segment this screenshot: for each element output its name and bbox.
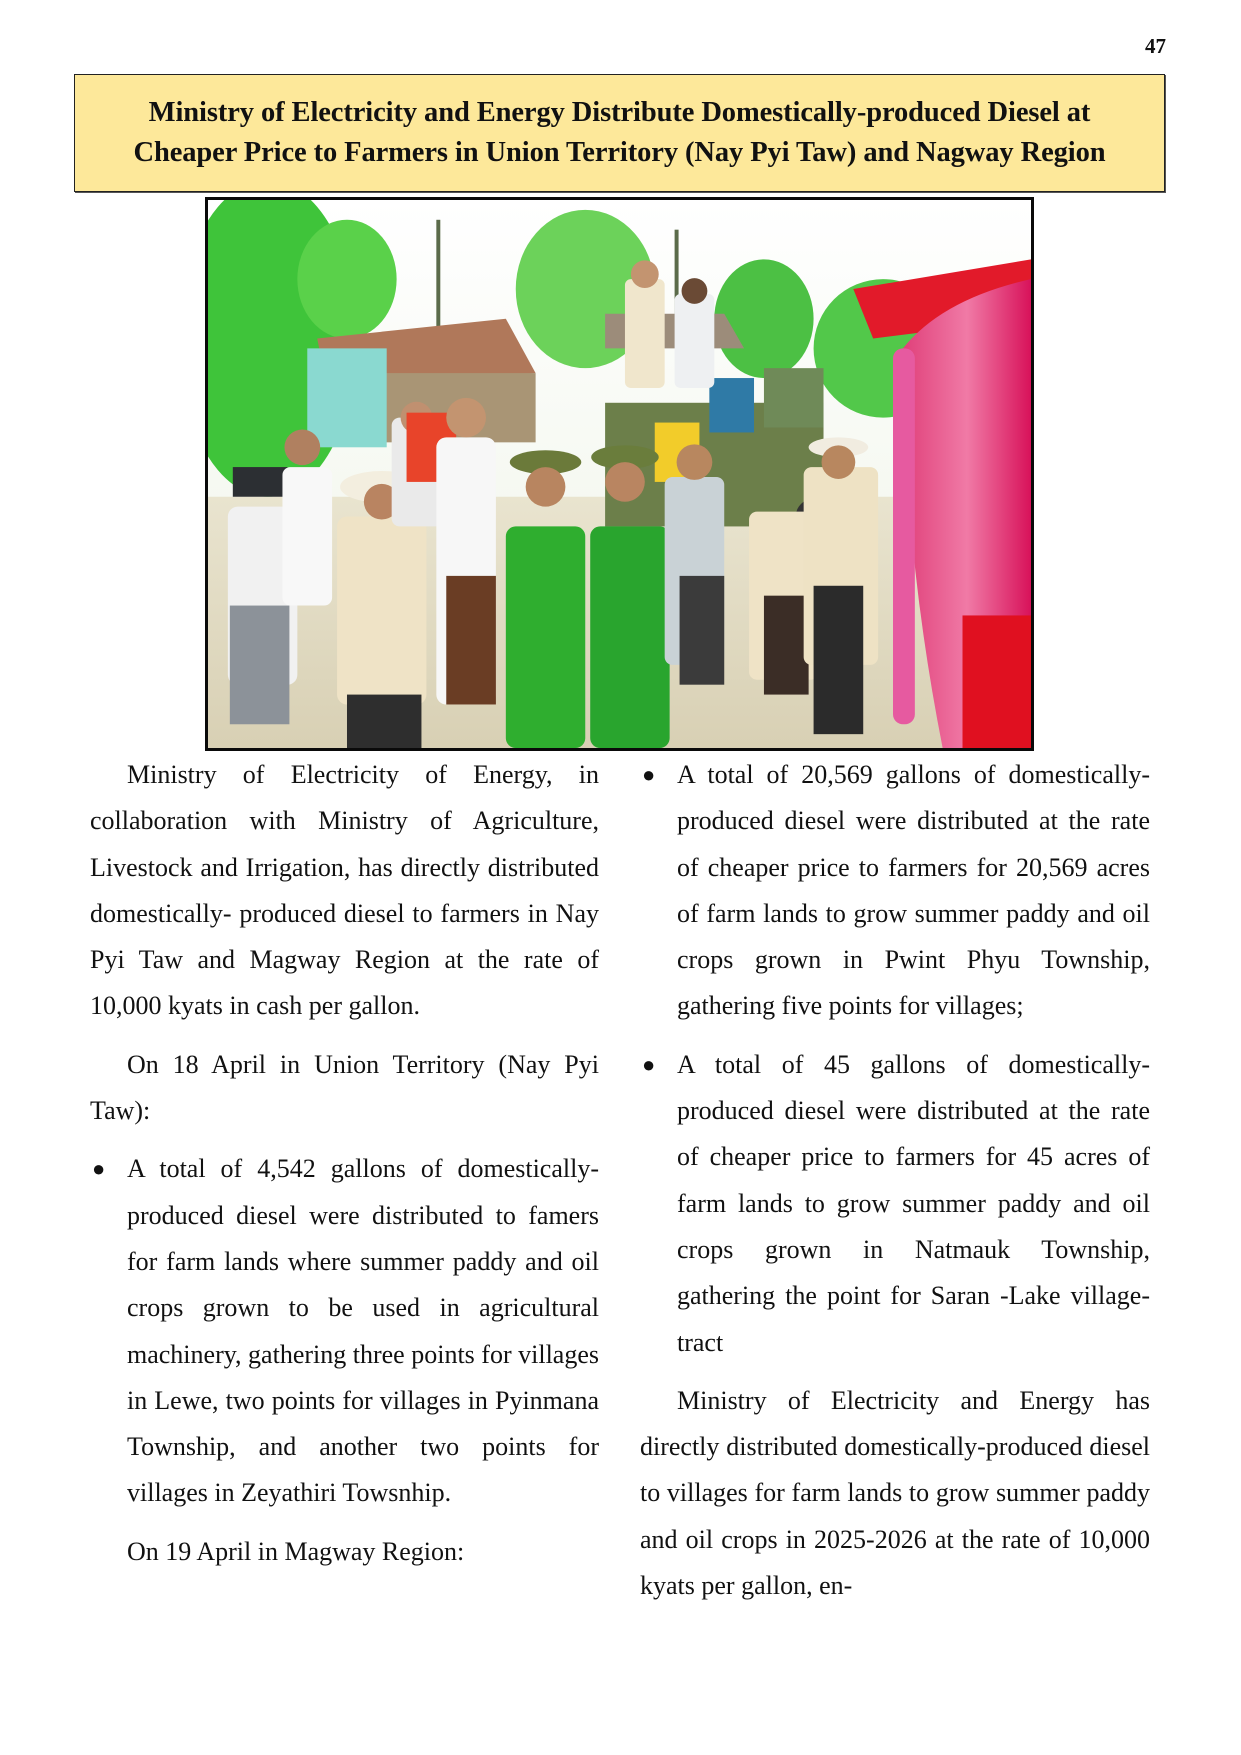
- article-title-box: [74, 74, 1165, 192]
- bullet-icon: ●: [642, 762, 656, 787]
- list-item-text: A total of 20,569 gallons of domestically-produced diesel were distributed at the rate of cheaper price to farmers for 20,569 acres of farm lands to grow summer paddy and oil crops grown in Pwint Phyu Township, gathering five points for villages;: [677, 760, 1150, 1021]
- list-item-text: A total of 4,542 gallons of domestically-produced diesel were distributed to famers for farm lands where summer paddy and oil crops grown to be used in agricultural machinery, gathering three points for villages in Lewe, two points for villages in Pyinmana Township, and another two points for villages in Zeyathiri Towsnhip.: [127, 1154, 599, 1508]
- article-title-line-1: Ministry of Electricity and Energy Distribute Domestically-produced Diesel at: [148, 97, 1091, 128]
- list-item: [640, 752, 1150, 1030]
- closing-paragraph: Ministry of Electricity and Energy has directly distributed domestically-produced diesel to villages for farm lands to grow summer paddy and oil crops in 2025-2026 at the rate of 10,000 kyats per gallon, en-: [640, 1385, 1150, 1601]
- news-photo: [205, 197, 1034, 751]
- list-item: [90, 1146, 599, 1516]
- article-title-line-2: Cheaper Price to Farmers in Union Territory (Nay Pyi Taw) and Nagway Region: [133, 137, 1106, 168]
- list-item-text: A total of 45 gallons of domestically-produced diesel were distributed at the rate of cheaper price to farmers for 45 acres of farm lands to grow summer paddy and oil crops grown in Natmauk Township, gathering the point for Saran -Lake village-tract: [677, 1049, 1150, 1357]
- section-heading-nay-pyi-taw: On 18 April in Union Territory (Nay Pyi Taw):: [90, 1049, 599, 1126]
- intro-paragraph: Ministry of Electricity of Energy, in collaboration with Ministry of Agriculture, Livestock and Irrigation, has directly distributed domestically- produced diesel to farmers in Nay Pyi Taw and Magway Region at the rate of 10,000 kyats in cash per gallon.: [90, 760, 599, 1021]
- nay-pyi-taw-bullet-list: [90, 1146, 599, 1516]
- bullet-icon: ●: [92, 1156, 106, 1182]
- bullet-icon: ●: [642, 1051, 656, 1077]
- magway-bullet-list: [640, 752, 1150, 1366]
- right-column: [640, 752, 1150, 1635]
- list-item: [640, 1042, 1150, 1366]
- section-heading-magway: On 19 April in Magway Region:: [127, 1536, 465, 1566]
- news-photo-illustration: [208, 200, 1031, 748]
- page-number: 47: [1145, 34, 1166, 58]
- left-column: [90, 752, 599, 1601]
